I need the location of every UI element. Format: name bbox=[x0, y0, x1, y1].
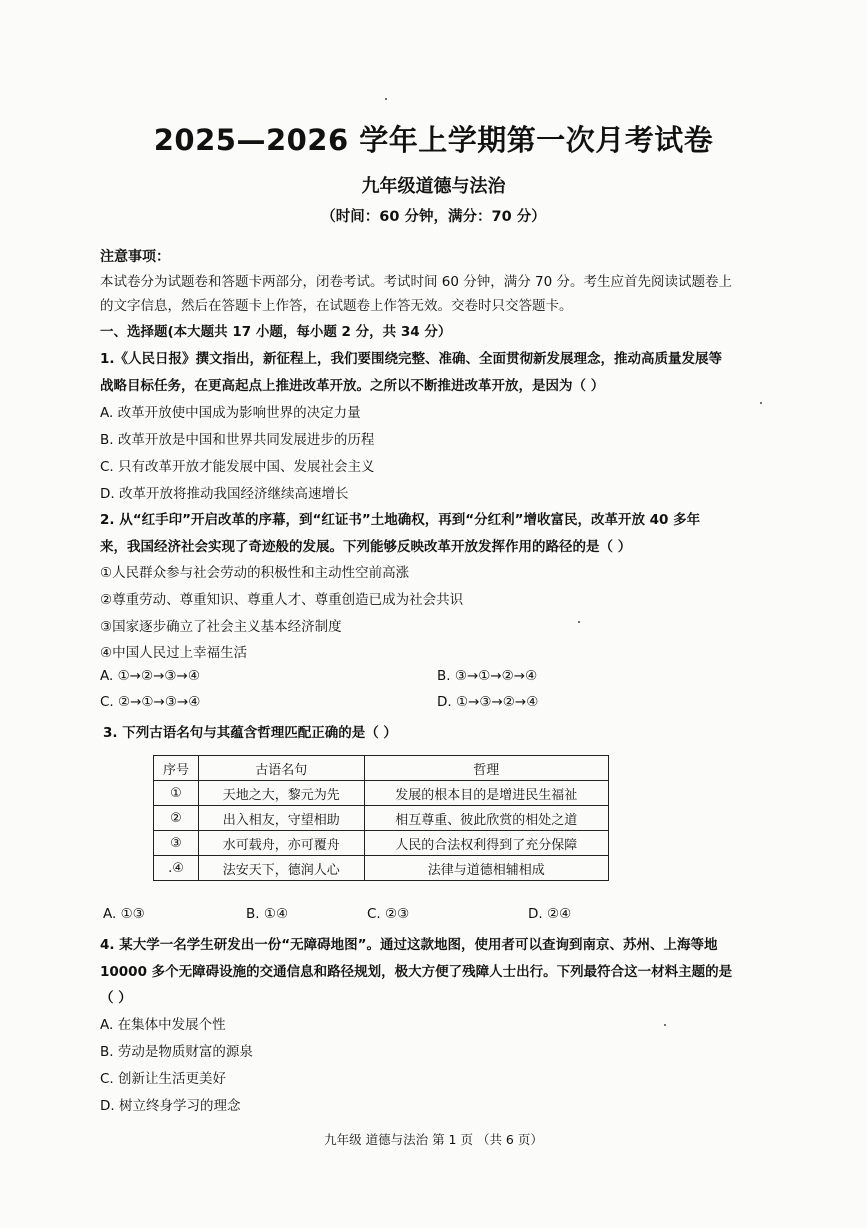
page-footer: 九年级 道德与法治 第 1 页 （共 6 页） bbox=[324, 1132, 543, 1147]
table-row bbox=[154, 856, 609, 881]
q4-option-b: B. 劳动是物质财富的源泉 bbox=[100, 1044, 253, 1060]
table-header-cell: 哲理 bbox=[364, 756, 608, 781]
table-header-row bbox=[154, 756, 609, 781]
q2-stem-line-1: 2. 从“红手印”开启改革的序幕，到“红证书”土地确权，再到“分红利”增收富民，改革开放 40 多年 bbox=[100, 512, 701, 528]
table-cell: ② bbox=[154, 806, 199, 831]
table-header-cell: 古语名句 bbox=[198, 756, 364, 781]
q4-stem-line-1: 4. 某大学一名学生研发出一份“无障碍地图”。通过这款地图，使用者可以查询到南京、苏州、上海等地 bbox=[100, 937, 718, 953]
q2-option-d: D. ①→③→②→④ bbox=[437, 694, 539, 710]
notice-line-2: 的文字信息，然后在答题卡上作答，在试题卷上作答无效。交卷时只交答题卡。 bbox=[100, 298, 573, 314]
table-cell: 出入相友，守望相助 bbox=[198, 806, 364, 831]
q3-stem: 3. 下列古语名句与其蕴含哲理匹配正确的是（ ） bbox=[103, 725, 397, 741]
table-cell: 人民的合法权利得到了充分保障 bbox=[364, 831, 608, 856]
scan-speck bbox=[578, 621, 580, 623]
q2-statement-1: ①人民群众参与社会劳动的积极性和主动性空前高涨 bbox=[100, 565, 410, 581]
q2-stem-line-2: 来，我国经济社会实现了奇迹般的发展。下列能够反映改革开放发挥作用的路径的是（ ） bbox=[100, 539, 632, 555]
table-cell: 法律与道德相辅相成 bbox=[364, 856, 608, 881]
exam-title: 2025—2026 学年上学期第一次月考试卷 bbox=[153, 123, 714, 157]
q4-option-c: C. 创新让生活更美好 bbox=[100, 1071, 227, 1087]
q3-option-a: A. ①③ bbox=[103, 906, 145, 922]
table-row bbox=[154, 781, 609, 806]
notice-line-1: 本试卷分为试题卷和答题卡两部分，闭卷考试。考试时间 60 分钟，满分 70 分。考生应首先阅读试题卷上 bbox=[100, 274, 733, 290]
q2-option-c: C. ②→①→③→④ bbox=[100, 694, 201, 710]
q2-statement-4: ④中国人民过上幸福生活 bbox=[100, 645, 248, 661]
table-header-cell: 序号 bbox=[154, 756, 199, 781]
q4-option-d: D. 树立终身学习的理念 bbox=[100, 1098, 241, 1114]
q1-option-d: D. 改革开放将推动我国经济继续高速增长 bbox=[100, 486, 349, 502]
table-row bbox=[154, 806, 609, 831]
q1-option-a: A. 改革开放使中国成为影响世界的决定力量 bbox=[100, 405, 361, 421]
table-row bbox=[154, 831, 609, 856]
q4-stem-line-2: 10000 多个无障碍设施的交通信息和路径规划，极大方便了残障人士出行。下列最符合这一材料主题的是 bbox=[100, 964, 733, 980]
table-cell: 水可载舟，亦可覆舟 bbox=[198, 831, 364, 856]
q1-stem-line-2: 战略目标任务，在更高起点上推进改革开放。之所以不断推进改革开放，是因为（ ） bbox=[100, 378, 605, 394]
q1-option-b: B. 改革开放是中国和世界共同发展进步的历程 bbox=[100, 432, 375, 448]
scan-speck bbox=[664, 1024, 666, 1026]
q2-statement-2: ②尊重劳动、尊重知识、尊重人才、尊重创造已成为社会共识 bbox=[100, 592, 464, 608]
q3-option-b: B. ①④ bbox=[246, 906, 289, 922]
table-cell: 法安天下，德润人心 bbox=[198, 856, 364, 881]
q2-option-a: A. ①→②→③→④ bbox=[100, 668, 200, 684]
q1-stem-line-1: 1.《人民日报》撰文指出，新征程上，我们要围绕完整、准确、全面贯彻新发展理念，推动高质量发展等 bbox=[100, 351, 723, 367]
q4-option-a: A. 在集体中发展个性 bbox=[100, 1017, 226, 1033]
q3-option-d: D. ②④ bbox=[528, 906, 572, 922]
table-cell: .④ bbox=[154, 856, 199, 881]
exam-subject: 九年级道德与法治 bbox=[361, 176, 506, 197]
q3-table bbox=[153, 755, 609, 881]
q2-option-b: B. ③→①→②→④ bbox=[437, 668, 538, 684]
notice-heading: 注意事项： bbox=[100, 249, 170, 265]
q1-option-c: C. 只有改革开放才能发展中国、发展社会主义 bbox=[100, 459, 375, 475]
table-cell: 天地之大，黎元为先 bbox=[198, 781, 364, 806]
table-cell: ① bbox=[154, 781, 199, 806]
table-cell: 发展的根本目的是增进民生福祉 bbox=[364, 781, 608, 806]
scan-speck bbox=[385, 98, 387, 100]
section-heading: 一、选择题(本大题共 17 小题，每小题 2 分，共 34 分） bbox=[100, 324, 452, 340]
q4-stem-line-3: （ ） bbox=[100, 990, 132, 1006]
table-cell: ③ bbox=[154, 831, 199, 856]
scan-speck bbox=[760, 402, 762, 404]
q3-option-c: C. ②③ bbox=[367, 906, 410, 922]
q2-statement-3: ③国家逐步确立了社会主义基本经济制度 bbox=[100, 619, 342, 635]
exam-time-info: （时间：60 分钟，满分：70 分） bbox=[321, 209, 546, 225]
table-cell: 相互尊重、彼此欣赏的相处之道 bbox=[364, 806, 608, 831]
